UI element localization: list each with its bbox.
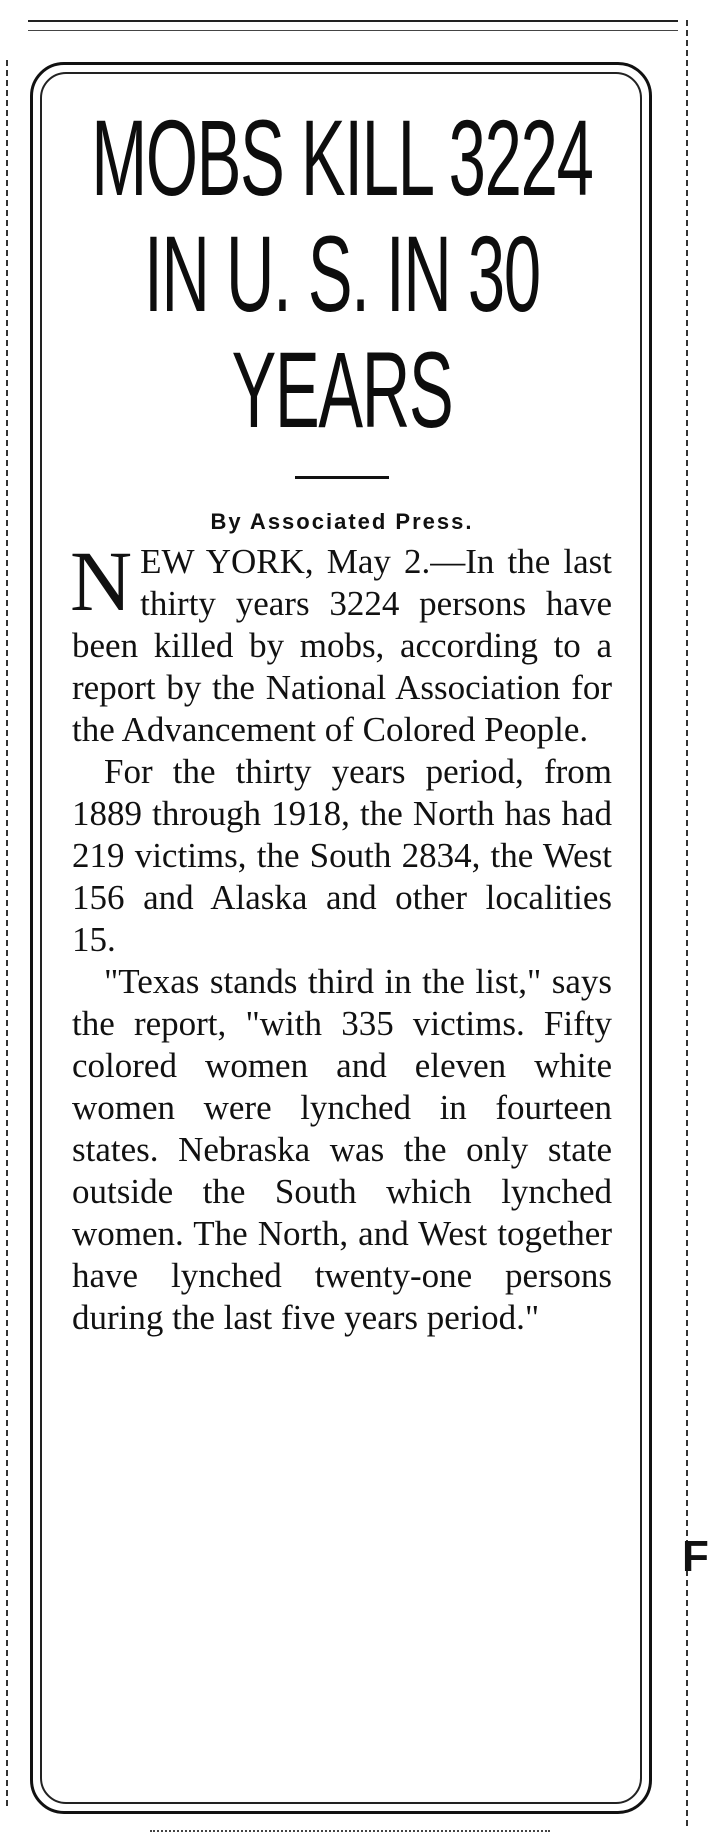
bottom-rule	[150, 1830, 550, 1832]
article	[70, 97, 612, 1339]
paragraph-2: For the thirty years period, from 1889 through 1918, the North has had 219 victims, the South 2834, the West 156 and Alaska and other localities 15.	[72, 752, 612, 959]
headline-divider	[295, 476, 389, 479]
headline: MOBS KILL 3224 IN U. S. IN 30 YEARS	[91, 97, 593, 450]
top-rule-thin	[28, 30, 678, 31]
adjacent-column-fragment: F	[682, 1532, 709, 1581]
paragraph-1	[70, 533, 612, 751]
byline: By Associated Press.	[210, 509, 474, 534]
drop-cap: N	[70, 533, 133, 629]
article-body	[70, 533, 612, 1339]
left-column-rule	[6, 60, 8, 1806]
top-rule	[28, 20, 678, 22]
paragraph-1-text: EW YORK, May 2.—In the last thirty years 3224 persons have been killed by mobs, according to a report by the National Association for the Advancement of Colored People.	[72, 542, 612, 749]
paragraph-3: "Texas stands third in the list," says the report, "with 335 victims. Fifty colored women and eleven white women were lynched in fourteen states. Nebraska was the only state outside the South which lynched women. The North, and West together have lynched twenty-one persons during the last five years period."	[72, 962, 612, 1337]
